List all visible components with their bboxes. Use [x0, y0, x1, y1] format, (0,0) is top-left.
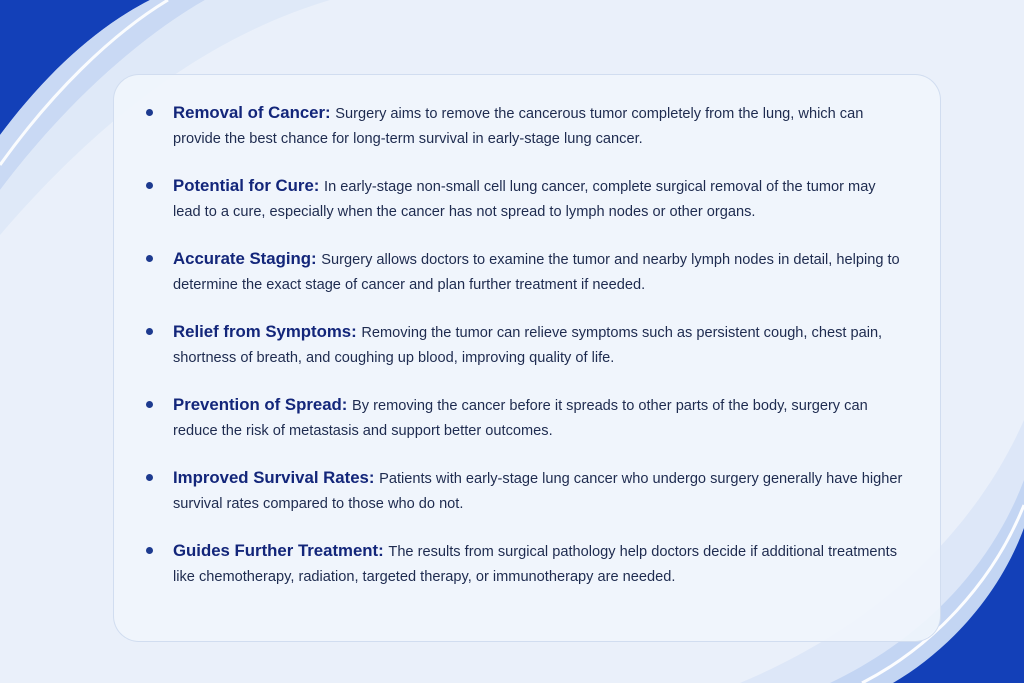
item-text: Surgery aims to remove the cancerous tumor completely from the lung, which can provide the best chance for long-term survival in early-stage lung cancer.: [173, 106, 864, 147]
item-text: The results from surgical pathology help doctors decide if additional treatments like chemotherapy, radiation, targeted therapy, or immunotherapy are needed.: [173, 544, 898, 585]
list-item: [146, 247, 906, 297]
item-title: Prevention of Spread:: [173, 395, 353, 414]
item-title: Guides Further Treatment:: [173, 541, 389, 560]
bullet-icon: [146, 255, 153, 262]
bullet-icon: [146, 109, 153, 116]
item-text: Patients with early-stage lung cancer who undergo surgery generally have higher survival rates compared to those who do not.: [173, 471, 903, 512]
item-title: Relief from Symptoms:: [173, 322, 362, 341]
list-item: [146, 101, 906, 151]
benefits-list: [146, 101, 906, 612]
item-text: By removing the cancer before it spreads to other parts of the body, surgery can reduce the risk of metastasis and support better outcomes.: [173, 398, 868, 439]
bullet-icon: [146, 474, 153, 481]
item-title: Accurate Staging:: [173, 249, 322, 268]
list-item: [146, 539, 906, 589]
item-title: Removal of Cancer:: [173, 103, 336, 122]
list-item: [146, 320, 906, 370]
list-item: [146, 174, 906, 224]
bullet-icon: [146, 401, 153, 408]
item-title: Potential for Cure:: [173, 176, 325, 195]
bullet-icon: [146, 328, 153, 335]
list-item: [146, 393, 906, 443]
item-title: Improved Survival Rates:: [173, 468, 380, 487]
item-text: Removing the tumor can relieve symptoms such as persistent cough, chest pain, shortness of breath, and coughing up blood, improving quality of life.: [173, 325, 883, 366]
list-item: [146, 466, 906, 516]
bullet-icon: [146, 547, 153, 554]
bullet-icon: [146, 182, 153, 189]
item-text: In early-stage non-small cell lung cancer, complete surgical removal of the tumor may lead to a cure, especially when the cancer has not spread to lymph nodes or other organs.: [173, 179, 876, 220]
item-text: Surgery allows doctors to examine the tumor and nearby lymph nodes in detail, helping to determine the exact stage of cancer and plan further treatment if needed.: [173, 252, 900, 293]
